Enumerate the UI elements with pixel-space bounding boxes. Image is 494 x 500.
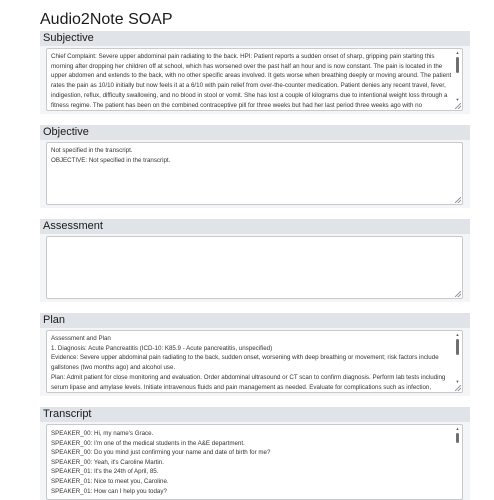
transcript-scrollbar[interactable] xyxy=(455,427,460,495)
transcript-header: Transcript xyxy=(40,407,470,422)
assessment-header: Assessment xyxy=(40,219,470,234)
text-line: 1. Diagnosis: Acute Pancreatitis (ICD-10: K85.9 - Acute pancreatitis, unspecified) xyxy=(51,344,273,352)
text-line: Assessment and Plan xyxy=(51,335,111,342)
text-line: Evidence: Severe upper abdominal pain radiating to the back, sudden onset, worsening with deep breathing or movement; risk factors include xyxy=(51,354,439,362)
plan-text xyxy=(51,334,452,392)
assessment-section xyxy=(40,219,470,302)
app-title: Audio2Note SOAP xyxy=(40,11,173,28)
transcript-section xyxy=(40,407,470,500)
text-line: SPEAKER_00: Do you mind just confirming your name and date of birth for me? xyxy=(51,449,271,457)
text-line: Chief Complaint: Severe upper abdominal pain radiating to the back. HPI: Patient reports a sudden onset of sharp, gripping pain starting this xyxy=(51,53,435,60)
text-line: indigestion, reflux, difficulty swallowing, and no blood in stool or vomit. She has lost a couple of kilograms due to intentional weight loss through a xyxy=(51,91,448,99)
plan-scrollbar[interactable] xyxy=(455,333,460,384)
text-line: morning after dropping her children off at school, which has worsened over the past half an hour and is now constant. The pain is located in the xyxy=(51,62,443,70)
plan-textarea[interactable] xyxy=(46,330,463,393)
text-line: SPEAKER_00: I'm one of the medical students in the A&E department. xyxy=(51,439,245,447)
subjective-header: Subjective xyxy=(40,31,470,46)
resize-grip-icon[interactable] xyxy=(455,103,461,109)
text-line: SPEAKER_00: Yeah, it's Caroline Martin. xyxy=(51,458,164,466)
plan-section xyxy=(40,313,470,396)
assessment-textarea[interactable] xyxy=(46,236,463,299)
text-line: gallstones (two months ago) and alcohol use. xyxy=(51,364,176,372)
text-line: Plan: Admit patient for close monitoring and evaluation. Order abdominal ultrasound or CT scan to confirm diagnosis. Perform lab tests including xyxy=(51,373,446,381)
scroll-down-arrow-icon[interactable]: ▼ xyxy=(455,379,460,384)
objective-textarea[interactable] xyxy=(46,142,463,205)
subjective-textarea[interactable] xyxy=(46,48,463,111)
text-line: SPEAKER_01: Nice to meet you, Caroline. xyxy=(51,477,169,485)
scroll-up-arrow-icon[interactable]: ▲ xyxy=(455,426,460,431)
text-line: SPEAKER_01: How can I help you today? xyxy=(51,487,167,495)
text-line: fitness regime. The patient has been on the combined contraceptive pill for three weeks but had her last period three weeks ago with no xyxy=(51,101,423,109)
scroll-thumb[interactable] xyxy=(456,339,459,355)
subjective-text xyxy=(51,52,452,110)
scroll-up-arrow-icon[interactable]: ▲ xyxy=(455,50,460,55)
text-line: upper abdomen and extends to the back, with no other specific areas involved. It gets worse when breathing deeply or moving around. The patient xyxy=(51,72,452,80)
text-line: rates the pain as 10/10 initially but now feels it at a 6/10 with pain relief from over-the-counter medication. Patient denies any recent travel, fever, xyxy=(51,82,446,90)
text-line: SPEAKER_00: Hi, my name's Grace. xyxy=(51,430,154,437)
objective-header: Objective xyxy=(40,125,470,140)
text-line: SPEAKER_01: It's the 24th of April, 85. xyxy=(51,468,159,476)
objective-section xyxy=(40,125,470,208)
resize-grip-icon[interactable] xyxy=(455,291,461,297)
objective-text xyxy=(51,146,452,165)
resize-grip-icon[interactable] xyxy=(455,197,461,203)
text-line: Not specified in the transcript. xyxy=(51,147,133,154)
scroll-up-arrow-icon[interactable]: ▲ xyxy=(455,332,460,337)
text-line: OBJECTIVE: Not specified in the transcript. xyxy=(51,156,171,164)
resize-grip-icon[interactable] xyxy=(455,385,461,391)
text-line: serum lipase and amylase levels. Initiate intravenous fluids and pain management as needed. Evaluate for complications such as infection, xyxy=(51,383,432,391)
scroll-thumb[interactable] xyxy=(456,433,459,443)
transcript-text xyxy=(51,429,452,496)
subjective-section xyxy=(40,31,470,114)
subjective-scrollbar[interactable] xyxy=(455,51,460,102)
scroll-down-arrow-icon[interactable]: ▼ xyxy=(455,97,460,102)
transcript-textarea[interactable] xyxy=(46,424,463,500)
scroll-thumb[interactable] xyxy=(456,57,459,73)
plan-header: Plan xyxy=(40,313,470,328)
